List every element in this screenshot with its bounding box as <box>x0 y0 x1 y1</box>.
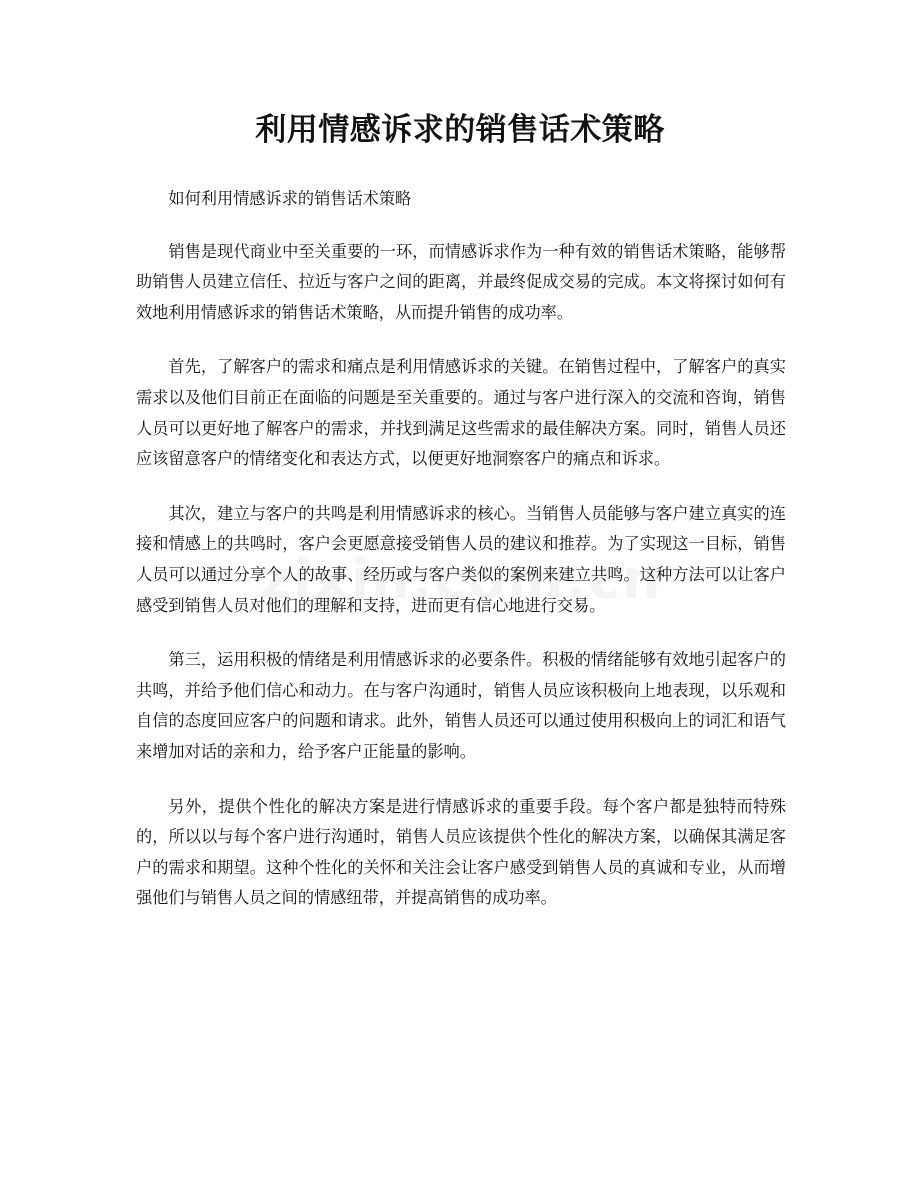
paragraph-intro: 销售是现代商业中至关重要的一环，而情感诉求作为一种有效的销售话术策略，能够帮助销售人员建立信任、拉近与客户之间的距离，并最终促成交易的完成。本文将探讨如何有效地利用情感诉求的销售话术策略，从而提升销售的成功率。 <box>136 241 786 322</box>
document-subtitle: 如何利用情感诉求的销售话术策略 <box>168 189 412 208</box>
paragraph-positive-emotion: 第三，运用积极的情绪是利用情感诉求的必要条件。积极的情绪能够有效地引起客户的共鸣，并给予他们信心和动力。在与客户沟通时，销售人员应该积极向上地表现，以乐观和自信的态度回应客户的问题和请求。此外，销售人员还可以通过使用积极向上的词汇和语气来增加对话的亲和力，给予客户正能量的影响。 <box>136 650 786 761</box>
document-body <box>136 184 786 938</box>
paragraph-personalized: 另外，提供个性化的解决方案是进行情感诉求的重要手段。每个客户都是独特而特殊的，所以以与每个客户进行沟通时，销售人员应该提供个性化的解决方案，以确保其满足客户的需求和期望。这种个性化的关怀和关注会让客户感受到销售人员的真诚和专业，从而增强他们与销售人员之间的情感纽带，并提高销售的成功率。 <box>136 796 786 908</box>
paragraph-resonance: 其次，建立与客户的共鸣是利用情感诉求的核心。当销售人员能够与客户建立真实的连接和情感上的共鸣时，客户会更愿意接受销售人员的建议和推荐。为了实现这一目标，销售人员可以通过分享个人的故事、经历或与客户类似的案例来建立共鸣。这种方法可以让客户感受到销售人员对他们的理解和支持，进而更有信心地进行交易。 <box>136 503 786 615</box>
paragraph-needs: 首先，了解客户的需求和痛点是利用情感诉求的关键。在销售过程中，了解客户的真实需求以及他们目前正在面临的问题是至关重要的。通过与客户进行深入的交流和咨询，销售人员可以更好地了解客户的需求，并找到满足这些需求的最佳解决方案。同时，销售人员还应该留意客户的情绪变化和表达方式，以便更好地洞察客户的痛点和诉求。 <box>136 357 786 469</box>
page-title: 利用情感诉求的销售话术策略 <box>255 112 665 148</box>
